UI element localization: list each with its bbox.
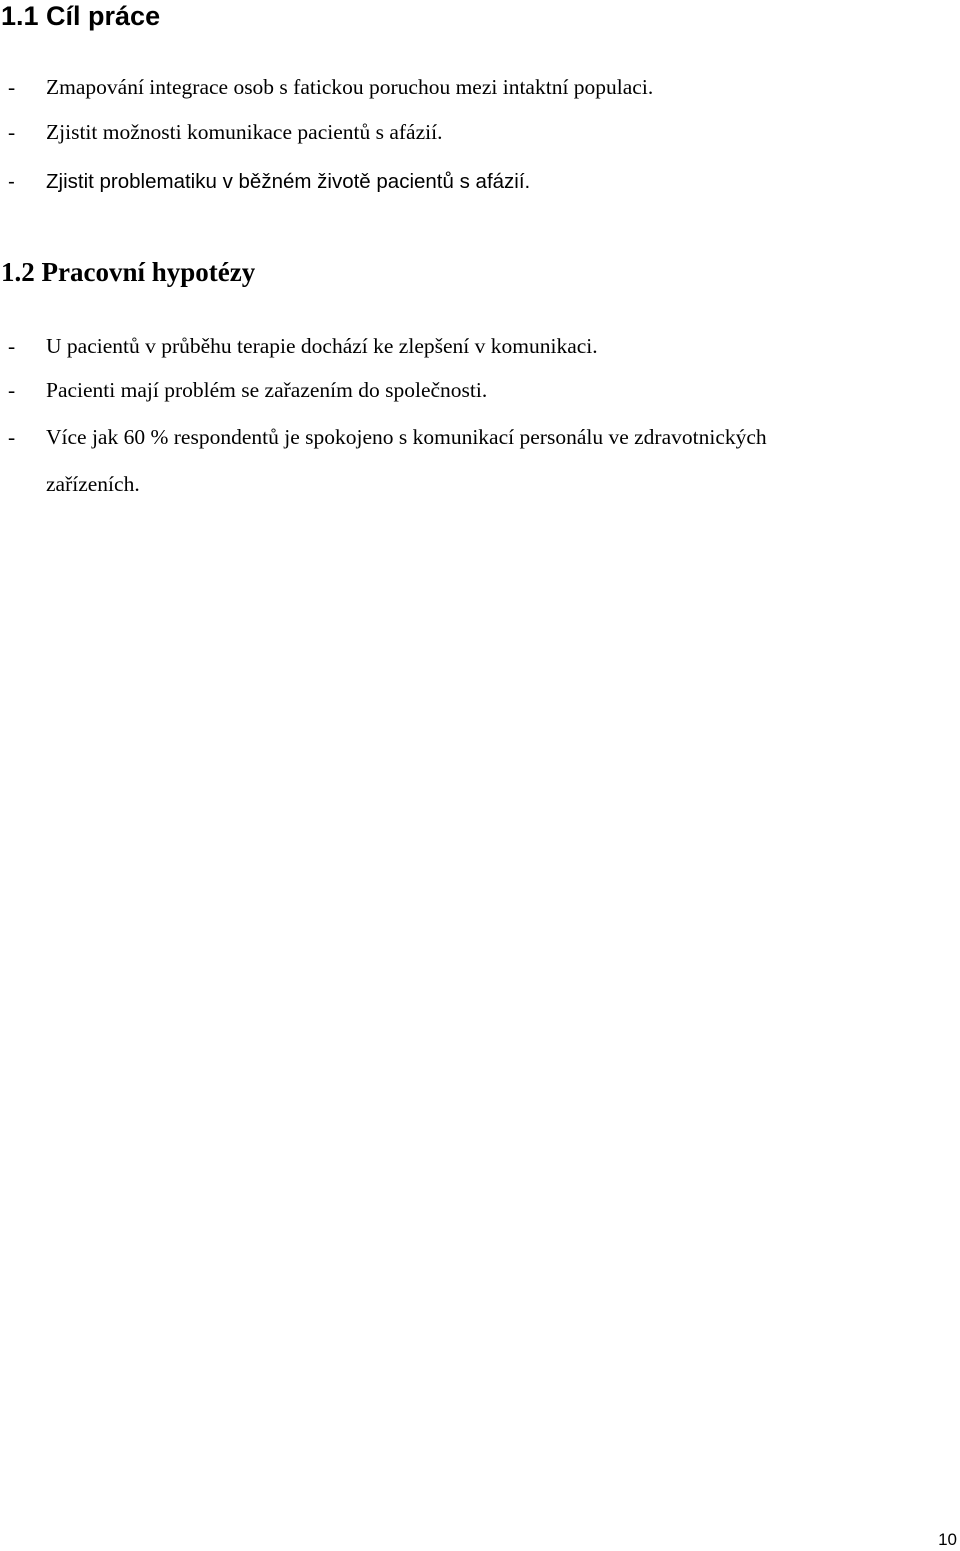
list-item-continuation: zařízeních.: [46, 472, 140, 496]
list-bullet: -: [8, 120, 16, 144]
list-bullet: -: [8, 75, 16, 99]
list-bullet: -: [8, 378, 16, 402]
list-item-text: Pacienti mají problém se zařazením do společnosti.: [46, 378, 488, 402]
list-item-text: Zmapování integrace osob s fatickou poruchou mezi intaktní populaci.: [46, 75, 654, 99]
list-item-text: Více jak 60 % respondentů je spokojeno s komunikací personálu ve zdravotnických: [46, 425, 767, 449]
list-item-text: Zjistit problematiku v běžném životě pacientů s afázií.: [46, 170, 531, 193]
list-item-text: Zjistit možnosti komunikace pacientů s afázií.: [46, 120, 443, 144]
section-heading-hypotheses: 1.2 Pracovní hypotézy: [1, 257, 256, 287]
section-heading-goals: 1.1 Cíl práce: [1, 1, 161, 31]
page-number: 10: [938, 1530, 957, 1549]
list-bullet: -: [8, 334, 16, 358]
list-bullet: -: [8, 170, 15, 193]
list-bullet: -: [8, 425, 16, 449]
list-item-text: U pacientů v průběhu terapie dochází ke zlepšení v komunikaci.: [46, 334, 598, 358]
